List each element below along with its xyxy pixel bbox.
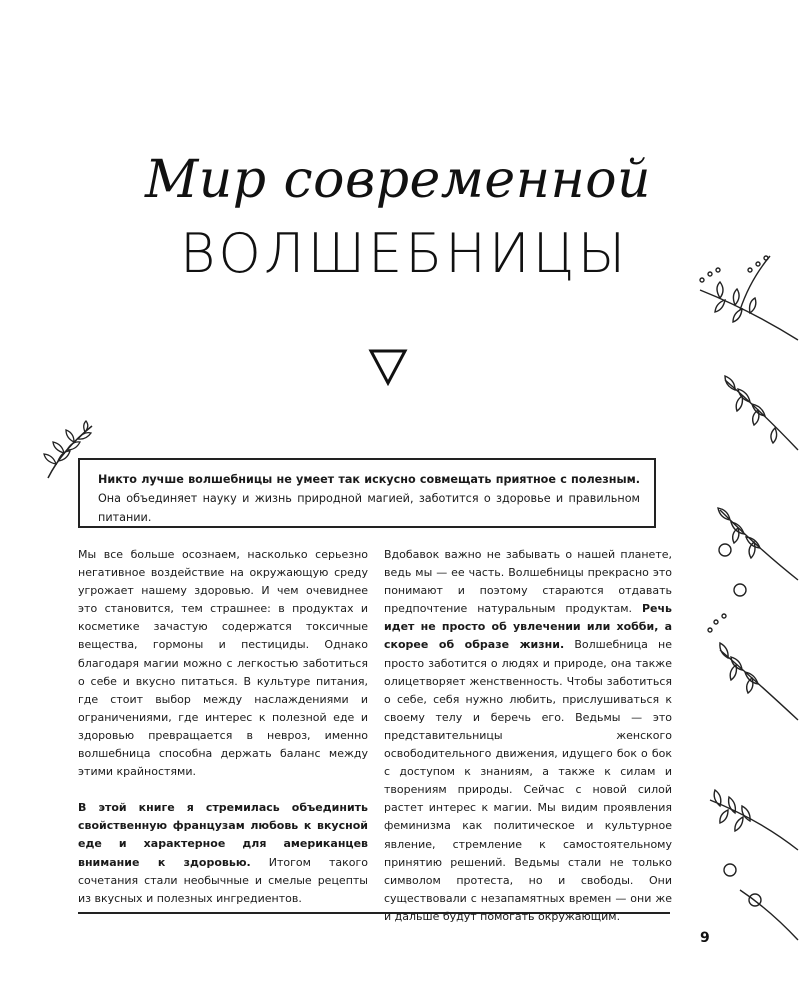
title-script: Мир современной: [145, 150, 651, 210]
floral-branches-icon: [680, 250, 800, 950]
left-paragraph-1: Мы все больше осознаем, насколько серьезно негативное воздействие на окружающую среду угрожает нашему здоровью. И чем очевиднее это становится, тем страшнее: в продуктах и косметике зачастую содержатся токсичные вещества, гормоны и пестициды. Однако благодаря магии можно с легкостью заботиться о себе и вкусно питаться. В культуре питания, где стоит выбор между наслаждениями и ограничениями, где интерес к полезной еде и здоровью превращается в невроз, именно волшебница способна держать баланс между этими крайностями.: [78, 548, 368, 779]
right-paragraph-1-bold: Речь идет не просто об увлечении или хобби, а скорее об образе жизни.: [384, 602, 672, 652]
right-column: [384, 546, 672, 926]
callout-bold-text: Никто лучше волшебницы не умеет так искусно совмещать приятное с полезным.: [98, 473, 640, 486]
callout-regular-text: Она объединяет науку и жизнь природной магией, заботится о здоровье и правильном питании.: [98, 492, 640, 524]
left-column: [78, 546, 368, 908]
page-number: 9: [700, 930, 710, 946]
title-main: ВОЛШЕБНИЦЫ: [180, 222, 629, 285]
bottom-rule: [78, 912, 670, 914]
callout-box: [78, 458, 656, 528]
left-paragraph-2-bold: В этой книге я стремилась объединить свойственную французам любовь к вкусной еде и характерное для американцев внимание к здоровью.: [78, 801, 368, 869]
down-triangle-icon: [368, 348, 408, 386]
left-paragraph-2: [78, 799, 368, 908]
right-paragraph-1-end: Волшебница не просто заботится о людях и природе, она также олицетворяет женственность. Чтобы заботиться о себе, себя нужно любить, прислушиваться к своему телу и беречь его. Ведьмы — это представительницы женского освободительного движения, идущего бок о бок с доступом к знаниям, а также к силам и творениям природы. Сейчас с новой силой растет интерес к магии. Мы видим проявления феминизма как политическое и культурное явление, стремление к самостоятельному принятию решений. Ведьмы стали не только символом протеста, но и свободы. Они существовали с незапамятных времен — они же и дальше будут помогать окружающим.: [384, 638, 672, 923]
right-paragraph-1-start: Вдобавок важно не забывать о нашей планете, ведь мы — ее часть. Волшебницы прекрасно это понимают и поэтому стараются отдавать предпочтение натуральным продуктам.: [384, 548, 672, 616]
right-paragraph-1: [384, 546, 672, 926]
left-paragraph-2-regular: Итогом такого сочетания стали необычные и смелые рецепты из вкусных и полезных ингредиентов.: [78, 855, 368, 905]
